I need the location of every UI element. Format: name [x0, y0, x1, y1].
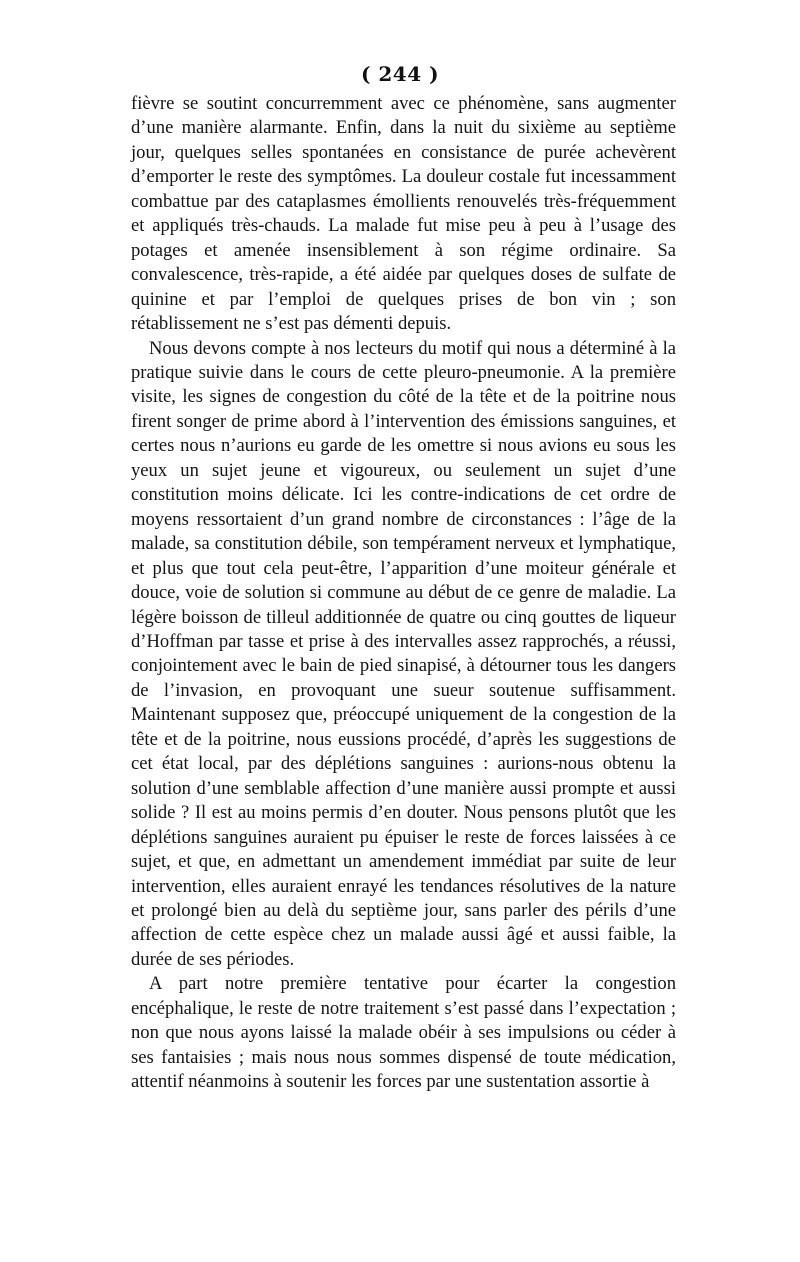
paragraph-1: fièvre se soutint concurremment avec ce phénomène, sans augmenter d’une manière alarmante. Enfin, dans la nuit du sixième au septième jour, quelques selles spontanées en consistance de purée achevèrent d’emporter le reste des symptômes. La douleur costale fut incessamment combattue par des cataplasmes émollients renouvelés très-fréquemment et appliqués très-chauds. La malade fut mise peu à peu à l’usage des potages et amenée insensiblement à son régime ordinaire. Sa convalescence, très-rapide, a été aidée par quelques doses de sulfate de quinine et par l’emploi de quelques prises de bon vin ; son rétablissement ne s’est pas démenti depuis. — [131, 93, 676, 335]
paragraph-2: Nous devons compte à nos lecteurs du motif qui nous a déterminé à la pratique suivie dans le cours de cette pleuro-pneumonie. A la première visite, les signes de congestion du côté de la tête et de la poitrine nous firent songer de prime abord à l’intervention des émissions sanguines, et certes nous n’aurions eu garde de les omettre si nous avions eu sous les yeux un sujet jeune et vigoureux, ou seulement un sujet d’une constitution moins délicate. Ici les contre-indications de cet ordre de moyens ressortaient d’un grand nombre de circonstances : l’âge de la malade, sa constitution débile, son tempérament nerveux et lymphatique, et plus que tout cela peut-être, l’apparition d’une moiteur générale et douce, voie de solution si commune au début de ce genre de maladie. La légère boisson de tilleul additionnée de quatre ou cinq gouttes de liqueur d’Hoffman par tasse et prise à des intervalles assez rapprochés, a réussi, conjointement avec le bain de pied sinapisé, à détourner tous les dangers de l’invasion, en provoquant une sueur soutenue suffisamment. Maintenant supposez que, préoccupé uniquement de la congestion de la tête et de la poitrine, nous eussions procédé, d’après les suggestions de cet état local, par des déplétions sanguines : aurions-nous obtenu la solution d’une semblable affection d’une manière aussi prompte et aussi solide ? Il est au moins permis d’en douter. Nous pensons plutôt que les déplétions sanguines auraient pu épuiser le reste de forces laissées à ce sujet, et que, en admettant un amendement immédiat par suite de leur intervention, elles auraient enrayé les tendances résolutives de la nature et prolongé bien au delà du septième jour, sans parler des périls d’une affection de cette espèce chez un malade aussi âgé et aussi faible, la durée de ses périodes. — [131, 337, 676, 970]
body-text — [131, 92, 676, 1095]
page-number: ( 244 ) — [360, 62, 440, 86]
paragraph-3: A part notre première tentative pour écarter la congestion encéphalique, le reste de notre traitement s’est passé dans l’expectation ; non que nous ayons laissé la malade obéir à ses impulsions ou céder à ses fantaisies ; mais nous nous sommes dispensé de toute médication, attentif néanmoins à soutenir les forces par une sustentation assortie à — [131, 973, 676, 1093]
